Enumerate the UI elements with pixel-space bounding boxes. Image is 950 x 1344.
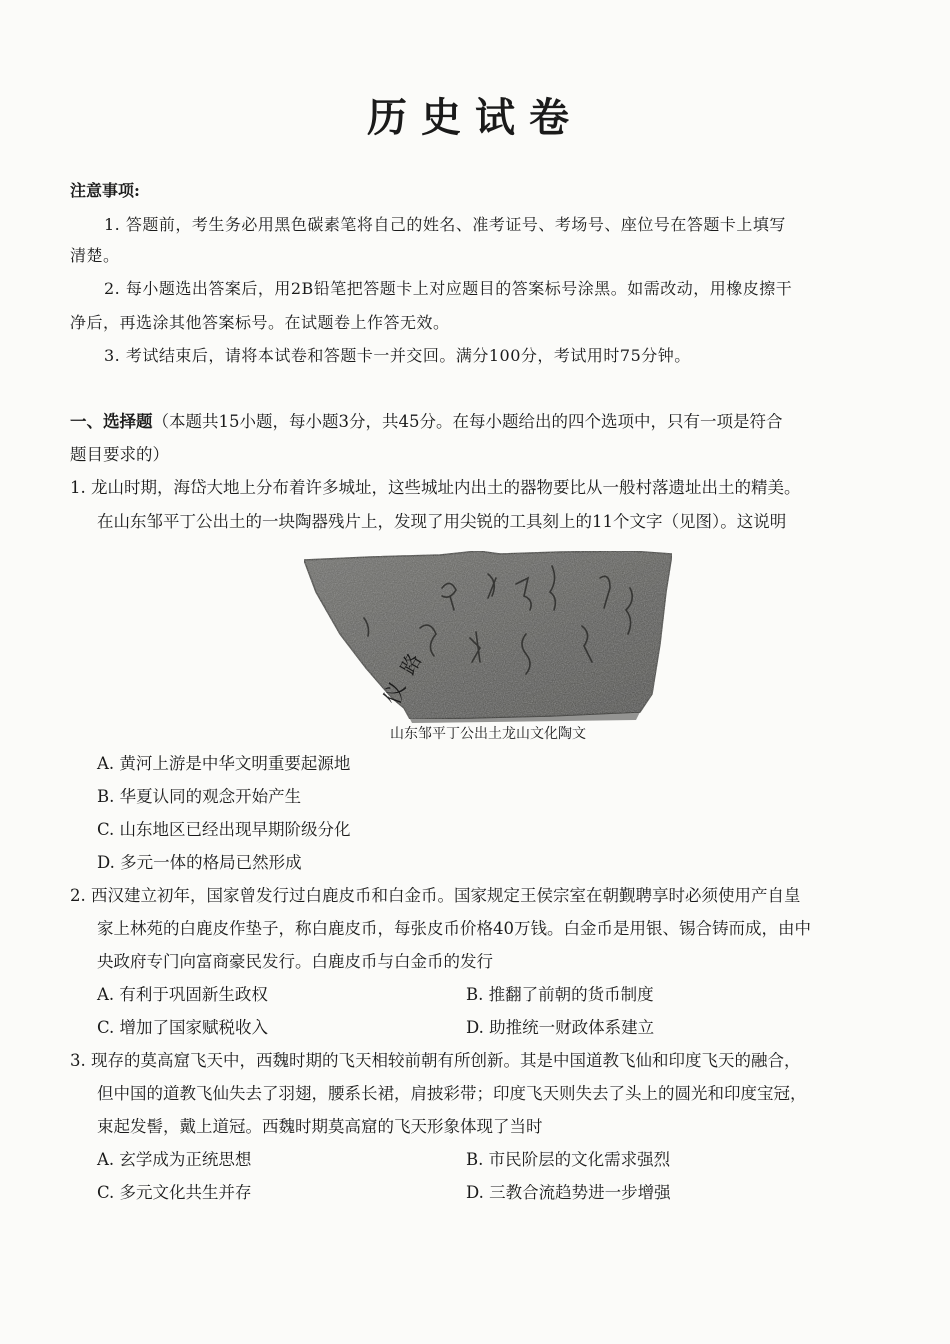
notice-item-1-line-1: 1. 答题前，考生务必用黑色碳素笔将自己的姓名、准考证号、考场号、座位号在答题卡上填写 [104, 215, 786, 234]
question-2-option-b[interactable]: B. 推翻了前朝的货币制度 [466, 985, 654, 1004]
sherd-marking-2: 仪 [380, 678, 412, 709]
section-label: 一、选择题 [70, 412, 153, 431]
sherd-marking: 路 [395, 649, 427, 679]
question-2-line-3: 央政府专门向富商豪民发行。白鹿皮币与白金币的发行 [97, 952, 493, 971]
question-3-line-1: 3. 现存的莫高窟飞天中，西魏时期的飞天相较前朝有所创新。其是中国道教飞仙和印度飞天的融合， [70, 1051, 801, 1070]
question-3-option-c[interactable]: C. 多元文化共生并存 [97, 1183, 252, 1202]
question-2-option-a[interactable]: A. 有利于巩固新生政权 [97, 985, 268, 1004]
question-1-line-1: 1. 龙山时期，海岱大地上分布着许多城址，这些城址内出土的器物要比从一般村落遗址出土的精美。 [70, 478, 801, 497]
page-title: 历史试卷 [367, 94, 583, 141]
notice-item-2-line-1: 2. 每小题选出答案后，用2B铅笔把答题卡上对应题目的答案标号涂黑。如需改动，用橡皮擦干 [104, 279, 793, 298]
question-2-option-c[interactable]: C. 增加了国家赋税收入 [97, 1018, 269, 1037]
section-desc-1: （本题共15小题，每小题3分，共45分。在每小题给出的四个选项中，只有一项是符合 [152, 412, 783, 431]
question-2-option-d[interactable]: D. 助推统一财政体系建立 [466, 1018, 655, 1037]
question-3-line-2: 但中国的道教飞仙失去了羽翅，腰系长裙，肩披彩带；印度飞天则失去了头上的圆光和印度宝冠， [97, 1084, 807, 1103]
question-1-option-c[interactable]: C. 山东地区已经出现早期阶级分化 [97, 820, 351, 839]
section-heading-line-1 [70, 408, 783, 432]
question-3-option-d[interactable]: D. 三教合流趋势进一步增强 [466, 1183, 671, 1202]
question-1-option-a[interactable]: A. 黄河上游是中华文明重要起源地 [97, 754, 351, 773]
question-3-line-3: 束起发髻，戴上道冠。西魏时期莫高窟的飞天形象体现了当时 [97, 1117, 543, 1136]
question-3-option-b[interactable]: B. 市民阶层的文化需求强烈 [466, 1150, 671, 1169]
question-1-option-d[interactable]: D. 多元一体的格局已然形成 [97, 853, 302, 872]
question-1-option-b[interactable]: B. 华夏认同的观念开始产生 [97, 787, 302, 806]
pottery-sherd-image [300, 548, 676, 726]
figure-caption: 山东邹平丁公出土龙山文化陶文 [390, 726, 586, 742]
notice-item-2-line-2: 净后，再选涂其他答案标号。在试题卷上作答无效。 [70, 313, 450, 332]
question-3-option-a[interactable]: A. 玄学成为正统思想 [97, 1150, 252, 1169]
question-2-line-1: 2. 西汉建立初年，国家曾发行过白鹿皮币和白金币。国家规定王侯宗室在朝觐聘享时必须使用产自皇 [70, 886, 801, 905]
question-2-line-2: 家上林苑的白鹿皮作垫子，称白鹿皮币，每张皮币价格40万钱。白金币是用银、锡合铸而成，由中 [97, 919, 811, 938]
question-1-line-2: 在山东邹平丁公出土的一块陶器残片上，发现了用尖锐的工具刻上的11个文字（见图）。这说明 [97, 512, 787, 531]
notice-heading: 注意事项: [70, 181, 140, 200]
notice-item-1-line-2: 清楚。 [70, 246, 120, 265]
section-desc-2: 题目要求的） [70, 445, 169, 464]
notice-item-3-line-1: 3. 考试结束后，请将本试卷和答题卡一并交回。满分100分，考试用时75分钟。 [104, 346, 691, 365]
